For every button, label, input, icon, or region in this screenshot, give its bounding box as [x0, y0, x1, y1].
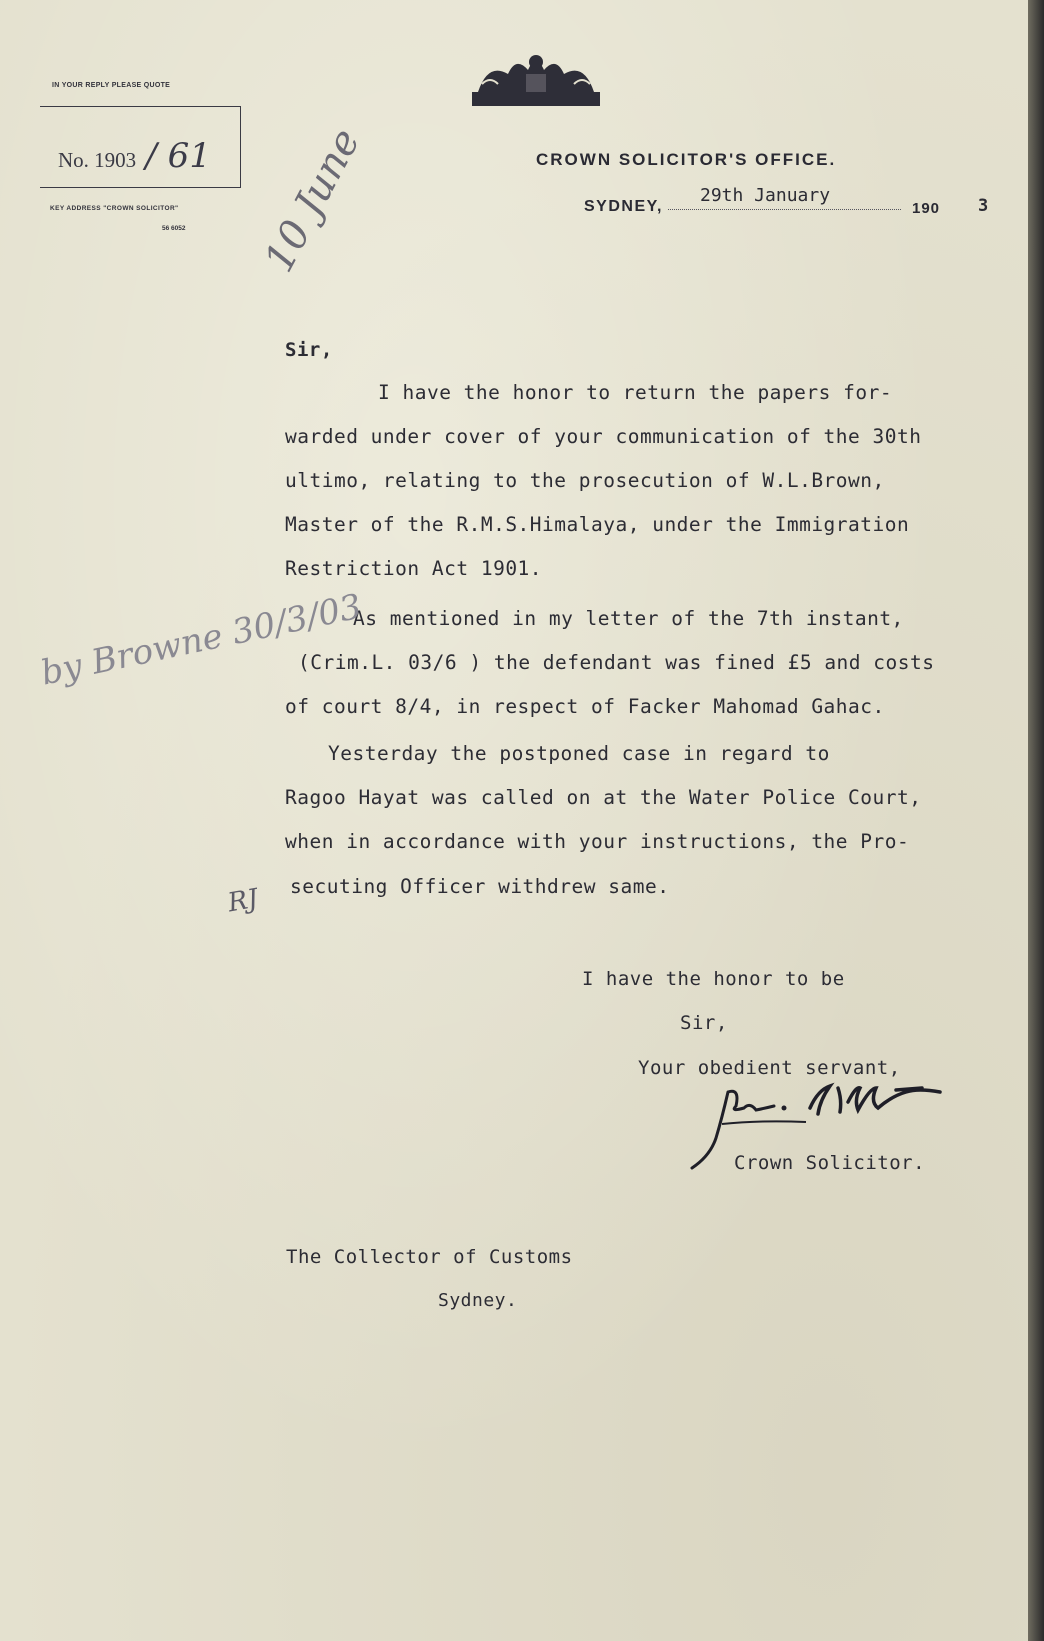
body-line: warded under cover of your communication of the 30th — [285, 425, 922, 448]
reference-number-handwritten: / 61 — [145, 136, 211, 176]
scan-edge — [1028, 0, 1044, 1641]
body-line: As mentioned in my letter of the 7th instant, — [353, 607, 904, 630]
reference-number — [58, 136, 211, 176]
body-line: ultimo, relating to the prosecution of W.L.Brown, — [285, 469, 885, 492]
handwritten-margin-note: by Browne 30/3/03 — [37, 586, 366, 694]
handwritten-initials: RJ — [225, 883, 261, 919]
signatory-title: Crown Solicitor. — [734, 1152, 926, 1174]
office-name: CROWN SOLICITOR'S OFFICE. — [536, 150, 837, 169]
date-underline — [668, 209, 901, 210]
body-line: I have the honor to return the papers for- — [378, 381, 893, 404]
year-prefix: 190 — [912, 200, 941, 217]
salutation: Sir, — [285, 339, 333, 361]
body-line: Ragoo Hayat was called on at the Water Police Court, — [285, 786, 922, 809]
letter-date: 29th January — [700, 185, 831, 206]
stamp-reply-quote-text: IN YOUR REPLY PLEASE QUOTE — [52, 82, 171, 89]
addressee-line: Sydney. — [438, 1290, 518, 1311]
place-label: SYDNEY, — [584, 198, 663, 215]
year-digit: 3 — [978, 196, 989, 216]
body-line: of court 8/4, in respect of Facker Mahomad Gahac. — [285, 695, 885, 718]
addressee-line: The Collector of Customs — [286, 1246, 573, 1268]
closing-line: Your obedient servant, — [638, 1057, 901, 1079]
body-line: when in accordance with your instructions, the Pro- — [285, 830, 910, 853]
body-line: (Crim.L. 03/6 ) the defendant was fined £5 and costs — [298, 651, 935, 674]
stamp-telegraphic-address: KEY ADDRESS "CROWN SOLICITOR" — [50, 205, 179, 212]
handwritten-date-note: 10 June — [256, 121, 370, 280]
coat-of-arms-crest — [468, 48, 604, 110]
reference-number-label: No. 1903 — [58, 148, 137, 172]
body-line: Restriction Act 1901. — [285, 557, 543, 580]
closing-line: Sir, — [680, 1012, 728, 1034]
body-line: Master of the R.M.S.Himalaya, under the Immigration — [285, 513, 910, 536]
closing-line: I have the honor to be — [582, 968, 845, 990]
stamp-form-number: 56 6052 — [162, 225, 186, 232]
body-line: secuting Officer withdrew same. — [290, 875, 670, 898]
body-line: Yesterday the postponed case in regard to — [328, 742, 830, 765]
